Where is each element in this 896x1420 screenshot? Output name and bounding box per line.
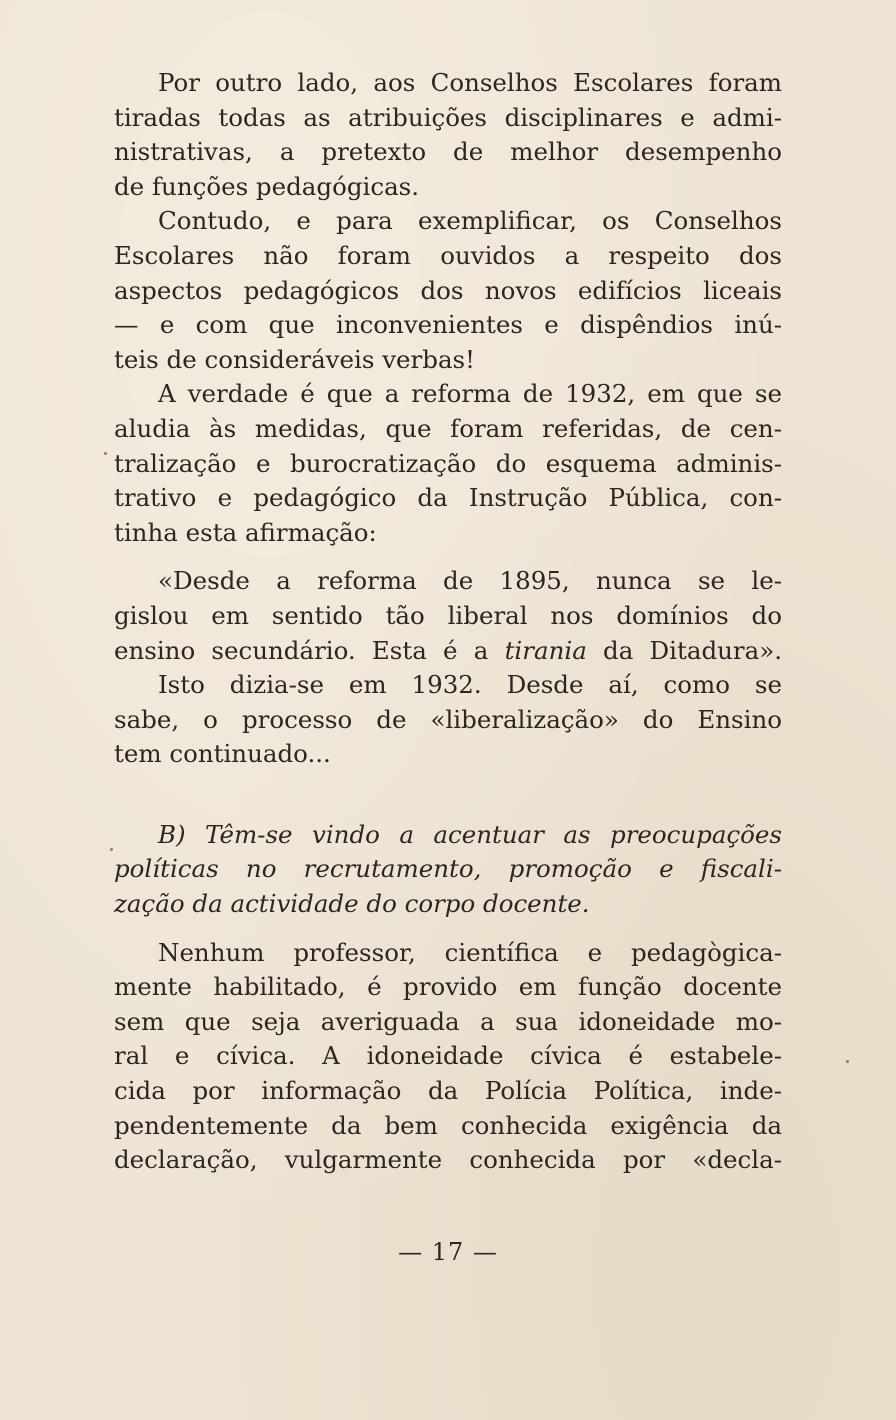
text-line: sabe, o processo de «liberalização» do Ensino xyxy=(114,704,782,734)
text-line: tralização e burocratização do esquema adminis- xyxy=(114,448,782,478)
text-line: — e com que inconvenientes e dispêndios inú- xyxy=(114,310,782,340)
heading-line: zação da actividade do corpo docente. xyxy=(114,889,590,919)
text-line: Escolares não foram ouvidos a respeito dos xyxy=(114,240,782,270)
text-line: mente habilitado, é provido em função docente xyxy=(114,972,782,1002)
quotation xyxy=(114,564,782,668)
paragraph-4 xyxy=(114,668,782,772)
text-line: de funções pedagógicas. xyxy=(114,171,420,201)
quote-emphasis: tirania xyxy=(504,635,587,665)
margin-speck xyxy=(110,848,113,851)
margin-speck xyxy=(846,1060,849,1063)
paragraph-2 xyxy=(114,204,782,377)
text-line: sem que seja averiguada a sua idoneidade mo- xyxy=(114,1006,782,1036)
paragraph-5 xyxy=(114,936,782,1178)
heading-line: políticas no recrutamento, promoção e fiscali- xyxy=(114,854,782,884)
text-line: Nenhum professor, científica e pedagògica- xyxy=(158,937,782,967)
text-line: cida por informação da Polícia Política, inde- xyxy=(114,1076,782,1106)
text-line: pendentemente da bem conhecida exigência da xyxy=(114,1110,782,1140)
margin-speck xyxy=(104,452,107,455)
text-line: tem continuado... xyxy=(114,739,331,769)
text-line: teis de consideráveis verbas! xyxy=(114,344,475,374)
text-line: aludia às medidas, que foram referidas, de cen- xyxy=(114,413,782,443)
quote-line: gislou em sentido tão liberal nos domínios do xyxy=(114,600,782,630)
text-line: Contudo, e para exemplificar, os Conselhos xyxy=(158,206,782,236)
quote-text: da Ditadura». xyxy=(586,635,783,665)
text-line: trativo e pedagógico da Instrução Pública, con- xyxy=(114,483,782,513)
body-text xyxy=(114,66,782,1178)
heading-line: B) Têm-se vindo a acentuar as preocupações xyxy=(158,819,782,849)
text-line: Isto dizia-se em 1932. Desde aí, como se xyxy=(158,670,782,700)
text-line: A verdade é que a reforma de 1932, em que se xyxy=(158,379,782,409)
page-number: — 17 — xyxy=(398,1238,498,1266)
quote-line: «Desde a reforma de 1895, nunca se le- xyxy=(158,566,782,596)
text-line: nistrativas, a pretexto de melhor desempenho xyxy=(114,137,782,167)
text-line: ral e cívica. A idoneidade cívica é estabele- xyxy=(114,1041,782,1071)
text-line: declaração, vulgarmente conhecida por «decla- xyxy=(114,1145,782,1175)
text-line: aspectos pedagógicos dos novos edifícios liceais xyxy=(114,275,782,305)
quote-line xyxy=(114,634,782,669)
paragraph-3 xyxy=(114,377,782,550)
text-line: Por outro lado, aos Conselhos Escolares foram xyxy=(158,68,782,97)
quote-text: ensino secundário. Esta é a xyxy=(114,635,505,665)
paragraph-1 xyxy=(114,66,782,204)
text-line: tiradas todas as atribuições disciplinares e admi- xyxy=(114,102,782,132)
text-line: tinha esta afirmação: xyxy=(114,517,377,547)
section-b-heading xyxy=(114,818,782,922)
